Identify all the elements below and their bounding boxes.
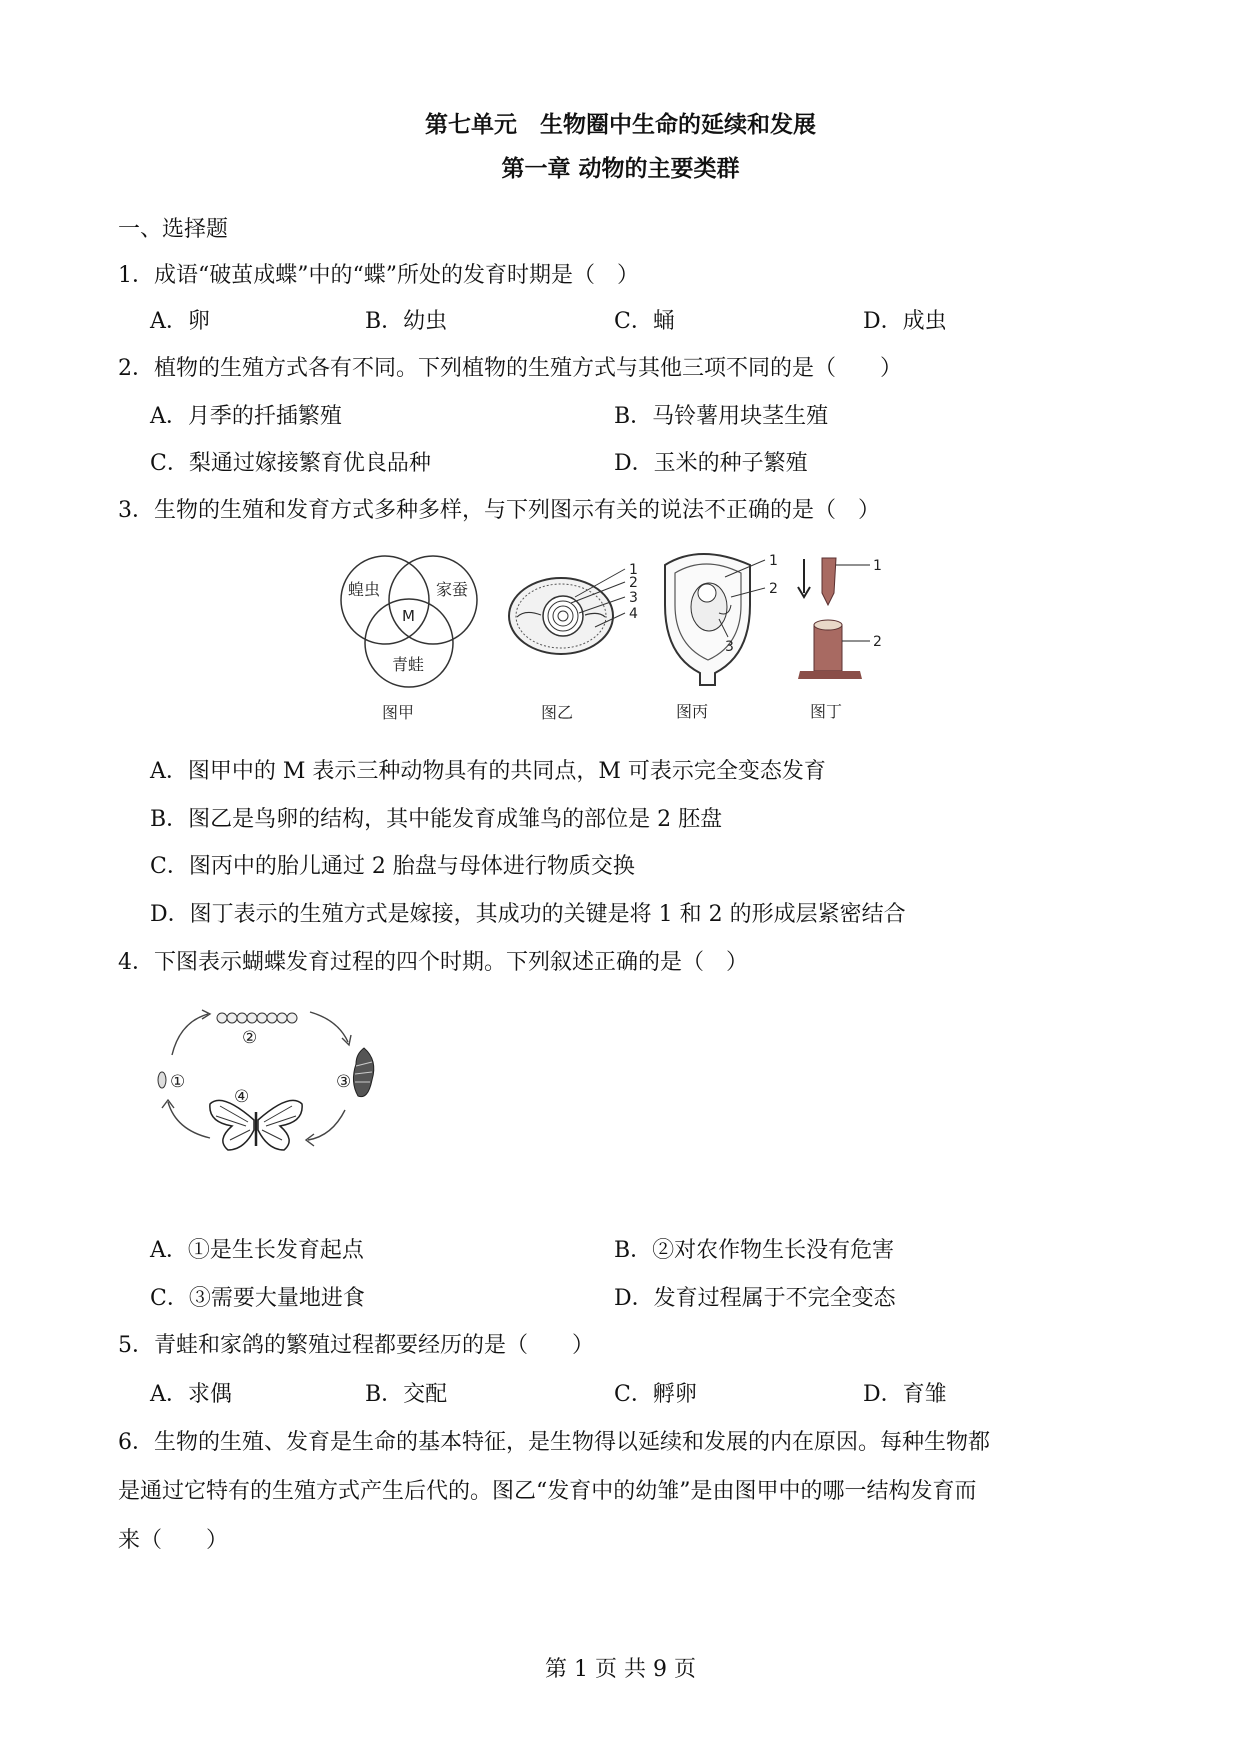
stage-mark-2: ②	[242, 1028, 258, 1048]
question-6-line-1: 6．生物的生殖、发育是生命的基本特征，是生物得以延续和发展的内在原因。每种生物都	[118, 1430, 991, 1455]
venn-label-locust: 蝗虫	[348, 580, 381, 599]
egg-label-4: 4	[629, 606, 638, 622]
option-2a: A．月季的扦插繁殖	[150, 404, 342, 429]
question-3-stem: 3．生物的生殖和发育方式多种多样，与下列图示有关的说法不正确的是（ ）	[118, 498, 880, 523]
option-1c: C．蛹	[614, 309, 675, 334]
option-5a: A．求偶	[150, 1382, 232, 1407]
question-2-stem: 2．植物的生殖方式各有不同。下列植物的生殖方式与其他三项不同的是（ ）	[118, 356, 902, 381]
graft-label-2: 2	[873, 634, 882, 650]
question-6-line-2: 是通过它特有的生殖方式产生后代的。图乙“发育中的幼雏”是由图甲中的哪一结构发育而	[118, 1479, 977, 1504]
section-heading: 一、选择题	[118, 217, 229, 242]
egg-label-3: 3	[629, 590, 638, 606]
question-5-stem: 5．青蛙和家鸽的繁殖过程都要经历的是（ ）	[118, 1333, 594, 1358]
stage-mark-4: ④	[234, 1087, 250, 1107]
option-1d: D．成虫	[863, 309, 947, 334]
question-4-stem: 4．下图表示蝴蝶发育过程的四个时期。下列叙述正确的是（ ）	[118, 950, 748, 975]
figure-butterfly-lifecycle	[150, 1000, 390, 1170]
figure-uterus	[655, 545, 790, 727]
egg-label-2: 2	[629, 575, 638, 591]
uterus-label-2: 2	[769, 581, 778, 597]
figure-grafting	[790, 553, 900, 727]
venn-label-silkworm: 家蚕	[436, 580, 469, 599]
caption-fig-yi: 图乙	[541, 703, 574, 722]
option-3b: B．图乙是鸟卵的结构，其中能发育成雏鸟的部位是 2 胚盘	[150, 807, 723, 832]
chapter-title: 第一章 动物的主要类群	[501, 155, 740, 182]
figure-venn-diagram	[330, 548, 490, 726]
option-3c: C．图丙中的胎儿通过 2 胎盘与母体进行物质交换	[150, 854, 635, 879]
egg-label-1: 1	[629, 562, 638, 578]
uterus-label-1: 1	[769, 553, 778, 569]
caption-fig-bing: 图丙	[676, 702, 709, 721]
graft-label-1: 1	[873, 558, 882, 574]
option-2c: C．梨通过嫁接繁育优良品种	[150, 451, 431, 476]
butterfly-icon	[210, 1100, 302, 1150]
option-3d: D．图丁表示的生殖方式是嫁接，其成功的关键是将 1 和 2 的形成层紧密结合	[150, 902, 906, 927]
option-1b: B．幼虫	[365, 309, 448, 334]
figure-bird-egg	[505, 555, 645, 727]
uterus-label-3: 3	[725, 639, 734, 655]
option-4d: D．发育过程属于不完全变态	[614, 1286, 896, 1311]
question-1-stem: 1．成语“破茧成蝶”中的“蝶”所处的发育时期是（ ）	[118, 263, 639, 288]
unit-title: 第七单元 生物圈中生命的延续和发展	[425, 111, 816, 138]
caption-fig-ding: 图丁	[810, 702, 843, 721]
option-5c: C．孵卵	[614, 1382, 697, 1407]
venn-label-frog: 青蛙	[392, 655, 425, 674]
option-5d: D．育雏	[863, 1382, 947, 1407]
option-3a: A．图甲中的 M 表示三种动物具有的共同点，M 可表示完全变态发育	[150, 759, 826, 784]
question-6-line-3: 来（ ）	[118, 1528, 229, 1553]
option-5b: B．交配	[365, 1382, 448, 1407]
option-2d: D．玉米的种子繁殖	[614, 451, 808, 476]
caterpillar-icon	[217, 1013, 297, 1023]
option-4a: A．①是生长发育起点	[150, 1238, 364, 1263]
stage-mark-1: ①	[170, 1072, 186, 1092]
caption-fig-jia: 图甲	[382, 703, 415, 722]
stage-mark-3: ③	[336, 1072, 352, 1092]
venn-center-label: M	[402, 607, 415, 625]
option-2b: B．马铃薯用块茎生殖	[614, 404, 829, 429]
option-4b: B．②对农作物生长没有危害	[614, 1238, 895, 1263]
option-4c: C．③需要大量地进食	[150, 1286, 365, 1311]
page-footer: 第 1 页 共 9 页	[545, 1657, 696, 1682]
option-1a: A．卵	[150, 309, 210, 334]
